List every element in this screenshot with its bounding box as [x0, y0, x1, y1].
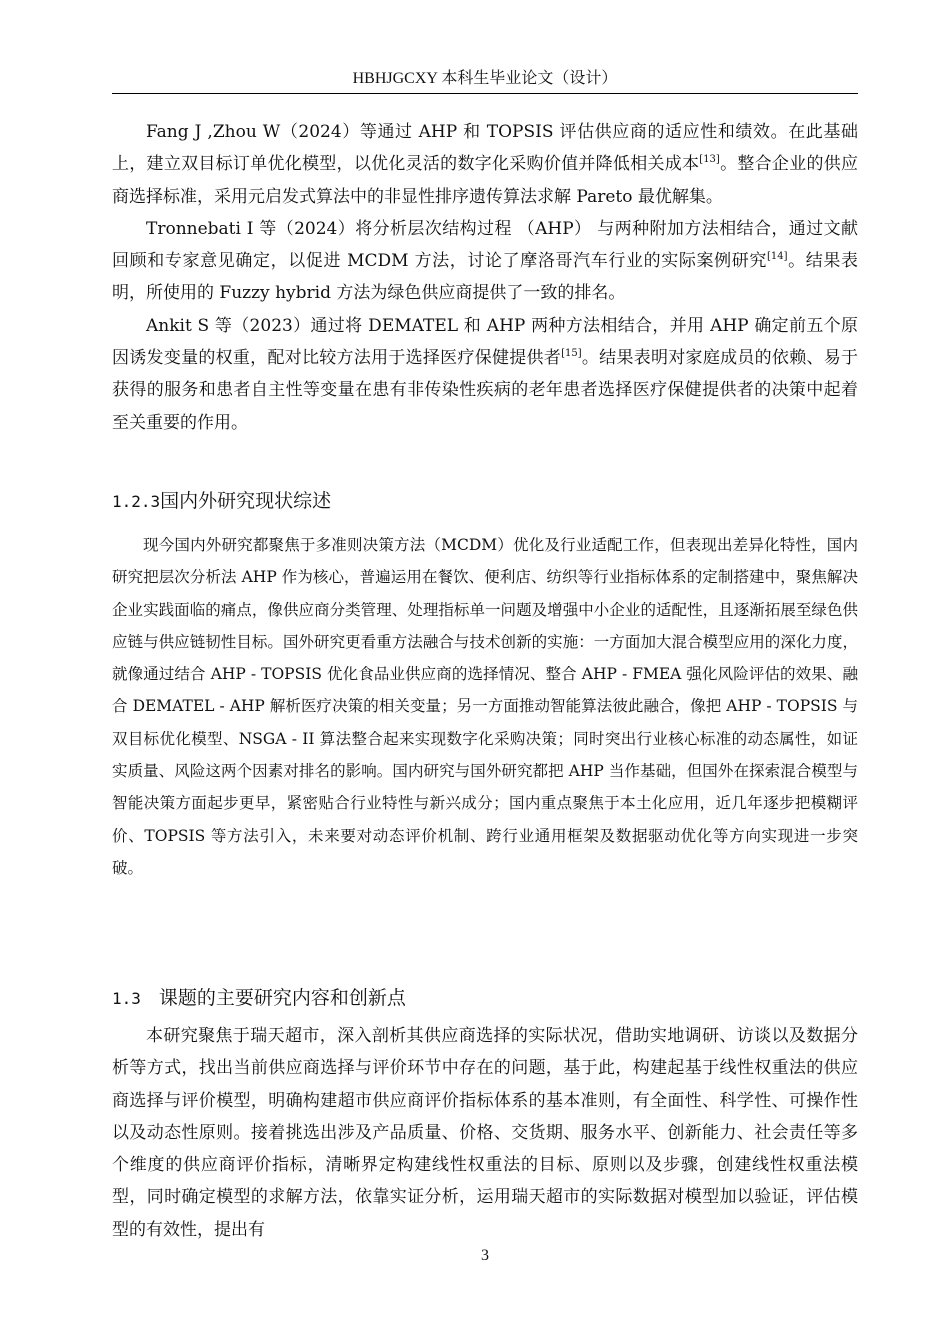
citation-ref: [15] [561, 348, 582, 360]
paragraph-text: Ankit S 等（2023）通过将 DEMATEL 和 AHP 两种方法相结合，并用 AHP 确定前五个原因诱发变量的权重，配对比较方法用于选择医疗保健提供者 [112, 315, 858, 369]
summary-paragraph: 现今国内外研究都聚焦于多准则决策方法（MCDM）优化及行业适配工作，但表现出差异化特性，国内研究把层次分析法 AHP 作为核心，普遍运用在餐饮、便利店、纺织等行业指标体系的定制搭建中，聚焦解决企业实践面临的痛点，像供应商分类管理、处理指标单一问题及增强中小企业的适配性，且逐渐拓展至绿色供应链与供应链韧性目标。国外研究更看重方法融合与技术创新的实施：一方面加大混合模型应用的深化力度，就像通过结合 AHP - TOPSIS 优化食品业供应商的选择情况、整合 AHP - FMEA 强化风险评估的效果、融合 DEMATEL - AHP 解析医疗决策的相关变量；另一方面推动智能算法彼此融合，像把 AHP - TOPSIS 与双目标优化模型、NSGA - II 算法整合起来实现数字化采购决策；同时突出行业核心标准的动态属性，如证实质量、风险这两个因素对排名的影响。国内研究与国外研究都把 AHP 当作基础，但国外在探索混合模型与智能决策方面起步更早，紧密贴合行业特性与新兴成分；国内重点聚焦于本土化应用，近几年逐步把模糊评价、TOPSIS 等方法引入，未来要对动态评价机制、跨行业通用框架及数据驱动优化等方向实现进一步突破。 [112, 536, 858, 877]
paragraph-text: Tronnebati I 等（2024）将分析层次结构过程 （AHP） 与两种附加方法相结合，通过文献回顾和专家意见确定，以促进 MCDM 方法，讨论了摩洛哥汽车行业的实际案例研究 [112, 218, 858, 272]
paragraph-text: 。结果表明，所使用的 Fuzzy hybrid 方法为绿色供应商提供了一致的排名。 [112, 251, 858, 304]
literature-review-block [112, 116, 858, 439]
section-body-1-2-3 [112, 529, 858, 884]
header-rule [112, 93, 858, 94]
paragraph-fang [112, 116, 858, 213]
section-title: 国内外研究现状综述 [160, 490, 332, 512]
paragraph-ankit [112, 310, 858, 439]
paragraph-text: 。整合企业的供应商选择标准，采用元启发式算法中的非显性排序遗传算法求解 Pareto 最优解集。 [112, 154, 859, 207]
section-body-1-3 [112, 1020, 858, 1246]
paragraph-text: Fang J ,Zhou W（2024）等通过 AHP 和 TOPSIS 评估供应商的适应性和绩效。在此基础上，建立双目标订单优化模型，以优化灵活的数字化采购价值并降低相关成本 [112, 122, 858, 175]
paragraph-tronnebati [112, 213, 858, 310]
section-heading-1-3 [112, 983, 858, 1013]
section-heading-1-2-3 [112, 486, 858, 516]
citation-ref: [14] [766, 251, 788, 263]
paragraph-text: 。结果表明对家庭成员的依赖、易于获得的服务和患者自主性等变量在患有非传染性疾病的老年患者选择医疗保健提供者的决策中起着至关重要的作用。 [112, 348, 859, 433]
section-number: 1.3 [112, 989, 141, 1008]
citation-ref: [13] [699, 154, 720, 166]
section-number: 1.2.3 [112, 492, 161, 511]
research-content-paragraph: 本研究聚焦于瑞天超市，深入剖析其供应商选择的实际状况，借助实地调研、访谈以及数据分析等方式，找出当前供应商选择与评价环节中存在的问题，基于此，构建起基于线性权重法的供应商选择与评价模型，明确构建超市供应商评价指标体系的基本准则，有全面性、科学性、可操作性以及动态性原则。接着挑选出涉及产品质量、价格、交货期、服务水平、创新能力、社会责任等多个维度的供应商评价指标，清晰界定构建线性权重法的目标、原则以及步骤，创建线性权重法模型，同时确定模型的求解方法，依靠实证分析，运用瑞天超市的实际数据对模型加以验证，评估模型的有效性，提出有 [112, 1026, 858, 1240]
section-title: 课题的主要研究内容和创新点 [158, 987, 406, 1009]
running-header-title: HBHJGCXY 本科生毕业论文（设计） [352, 70, 618, 87]
page-number: 3 [481, 1247, 489, 1264]
